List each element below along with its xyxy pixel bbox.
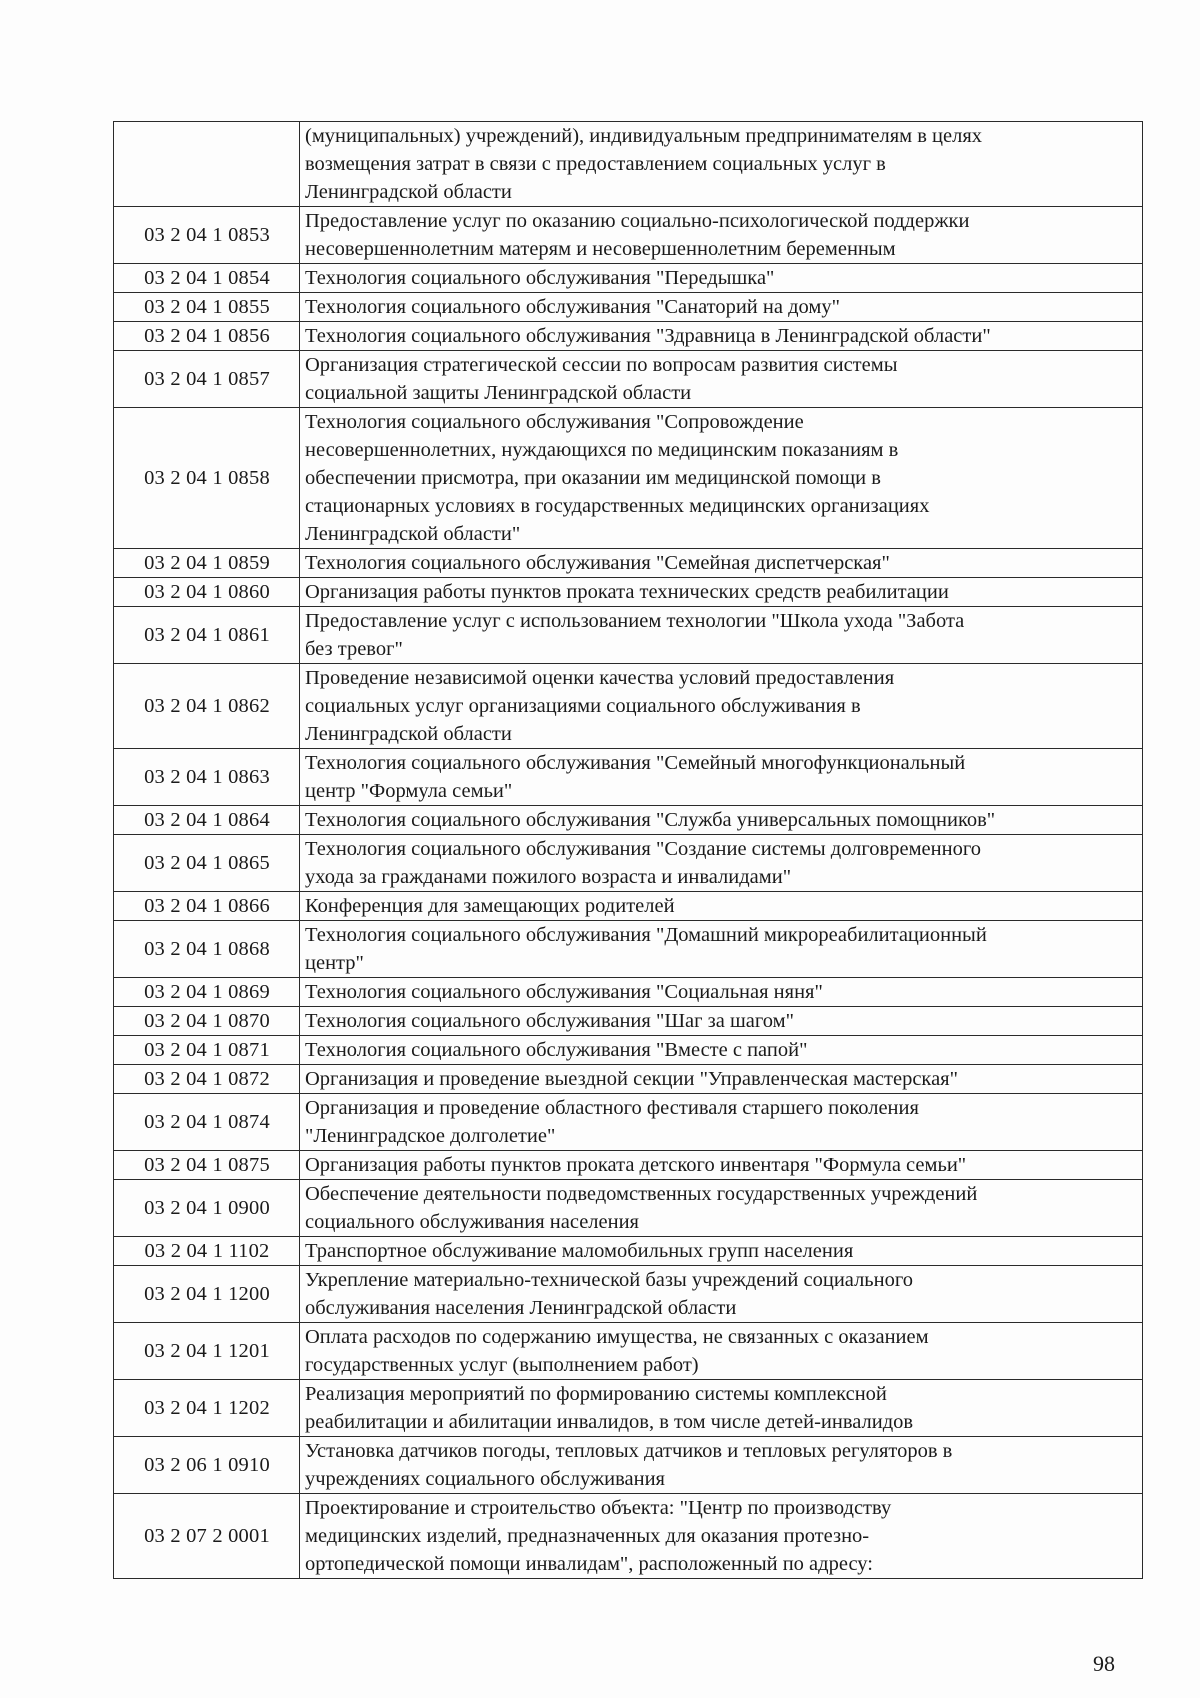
- table-row: [114, 549, 1143, 578]
- row-description: Организация и проведение областного фестиваля старшего поколения "Ленинградское долголетие": [300, 1094, 1143, 1151]
- table-row: [114, 892, 1143, 921]
- row-description: Технология социального обслуживания "Социальная няня": [300, 978, 1143, 1007]
- table-body: [114, 122, 1143, 1579]
- row-description: Организация стратегической сессии по вопросам развития системы социальной защиты Ленинградской области: [300, 351, 1143, 408]
- row-code: 03 2 04 1 1202: [114, 1380, 300, 1437]
- row-code: 03 2 07 2 0001: [114, 1494, 300, 1579]
- row-code: 03 2 04 1 0859: [114, 549, 300, 578]
- row-code: 03 2 04 1 0866: [114, 892, 300, 921]
- row-code: 03 2 04 1 1200: [114, 1266, 300, 1323]
- row-description: Проектирование и строительство объекта: "Центр по производству медицинских изделий, предназначенных для оказания протезно- ортопедической помощи инвалидам", расположенный по адресу:: [300, 1494, 1143, 1579]
- row-description: Технология социального обслуживания "Сопровождение несовершеннолетних, нуждающихся по медицинским показаниям в обеспечении присмотра, при оказании им медицинской помощи в стационарных условиях в государственных медицинских организациях Ленинградской области": [300, 408, 1143, 549]
- row-description: Транспортное обслуживание маломобильных групп населения: [300, 1237, 1143, 1266]
- table-row: [114, 1494, 1143, 1579]
- row-code: 03 2 04 1 0858: [114, 408, 300, 549]
- row-code: 03 2 04 1 0865: [114, 835, 300, 892]
- table-row: [114, 1007, 1143, 1036]
- row-description: Укрепление материально-технической базы учреждений социального обслуживания населения Ленинградской области: [300, 1266, 1143, 1323]
- row-code: 03 2 04 1 0862: [114, 664, 300, 749]
- row-code: 03 2 04 1 0872: [114, 1065, 300, 1094]
- budget-codes-table: [113, 121, 1143, 1579]
- row-code: 03 2 04 1 0900: [114, 1180, 300, 1237]
- row-description: Оплата расходов по содержанию имущества, не связанных с оказанием государственных услуг (выполнением работ): [300, 1323, 1143, 1380]
- table-row: [114, 351, 1143, 408]
- row-description: Технология социального обслуживания "Семейная диспетчерская": [300, 549, 1143, 578]
- table-row: [114, 408, 1143, 549]
- row-description: Технология социального обслуживания "Санаторий на дому": [300, 293, 1143, 322]
- table-row: [114, 578, 1143, 607]
- table-row: [114, 264, 1143, 293]
- row-description: Обеспечение деятельности подведомственных государственных учреждений социального обслуживания населения: [300, 1180, 1143, 1237]
- table-row: [114, 1380, 1143, 1437]
- row-description: Технология социального обслуживания "Служба универсальных помощников": [300, 806, 1143, 835]
- row-code: 03 2 04 1 0875: [114, 1151, 300, 1180]
- table-row: [114, 749, 1143, 806]
- row-description: Конференция для замещающих родителей: [300, 892, 1143, 921]
- row-description: Технология социального обслуживания "Создание системы долговременного ухода за гражданами пожилого возраста и инвалидами": [300, 835, 1143, 892]
- row-code: 03 2 06 1 0910: [114, 1437, 300, 1494]
- row-description: Организация и проведение выездной секции "Управленческая мастерская": [300, 1065, 1143, 1094]
- row-code: 03 2 04 1 0868: [114, 921, 300, 978]
- row-description: Предоставление услуг с использованием технологии "Школа ухода "Забота без тревог": [300, 607, 1143, 664]
- table-row: [114, 293, 1143, 322]
- row-description: Организация работы пунктов проката детского инвентаря "Формула семьи": [300, 1151, 1143, 1180]
- row-description: Проведение независимой оценки качества условий предоставления социальных услуг организациями социального обслуживания в Ленинградской области: [300, 664, 1143, 749]
- row-description: Технология социального обслуживания "Семейный многофункциональный центр "Формула семьи": [300, 749, 1143, 806]
- row-code: 03 2 04 1 0855: [114, 293, 300, 322]
- row-code: 03 2 04 1 1201: [114, 1323, 300, 1380]
- table-row: [114, 1151, 1143, 1180]
- table-row: [114, 978, 1143, 1007]
- row-description: Технология социального обслуживания "Шаг за шагом": [300, 1007, 1143, 1036]
- row-description: Организация работы пунктов проката технических средств реабилитации: [300, 578, 1143, 607]
- row-description: Технология социального обслуживания "Домашний микрореабилитационный центр": [300, 921, 1143, 978]
- row-code: 03 2 04 1 0860: [114, 578, 300, 607]
- row-description: (муниципальных) учреждений), индивидуальным предпринимателям в целях возмещения затрат в связи с предоставлением социальных услуг в Ленинградской области: [300, 122, 1143, 207]
- row-code: 03 2 04 1 0874: [114, 1094, 300, 1151]
- table-row: [114, 1094, 1143, 1151]
- row-code: 03 2 04 1 0870: [114, 1007, 300, 1036]
- row-code: 03 2 04 1 0861: [114, 607, 300, 664]
- row-code: 03 2 04 1 0863: [114, 749, 300, 806]
- table-row: [114, 1266, 1143, 1323]
- row-code: 03 2 04 1 0864: [114, 806, 300, 835]
- row-code: 03 2 04 1 0856: [114, 322, 300, 351]
- table-row: [114, 664, 1143, 749]
- row-description: Технология социального обслуживания "Вместе с папой": [300, 1036, 1143, 1065]
- row-code: 03 2 04 1 0853: [114, 207, 300, 264]
- row-description: Технология социального обслуживания "Передышка": [300, 264, 1143, 293]
- row-code: 03 2 04 1 0869: [114, 978, 300, 1007]
- row-code: 03 2 04 1 0854: [114, 264, 300, 293]
- row-code: [114, 122, 300, 207]
- row-description: Предоставление услуг по оказанию социально-психологической поддержки несовершеннолетним матерям и несовершеннолетним беременным: [300, 207, 1143, 264]
- table-row: [114, 806, 1143, 835]
- row-code: 03 2 04 1 1102: [114, 1237, 300, 1266]
- table-row: [114, 1036, 1143, 1065]
- table-row: [114, 122, 1143, 207]
- row-description: Установка датчиков погоды, тепловых датчиков и тепловых регуляторов в учреждениях социального обслуживания: [300, 1437, 1143, 1494]
- table-row: [114, 1237, 1143, 1266]
- row-code: 03 2 04 1 0871: [114, 1036, 300, 1065]
- table-row: [114, 835, 1143, 892]
- page-number: 98: [1093, 1651, 1115, 1676]
- table-row: [114, 1323, 1143, 1380]
- row-code: 03 2 04 1 0857: [114, 351, 300, 408]
- table-row: [114, 1065, 1143, 1094]
- table-row: [114, 207, 1143, 264]
- row-description: Реализация мероприятий по формированию системы комплексной реабилитации и абилитации инвалидов, в том числе детей-инвалидов: [300, 1380, 1143, 1437]
- table-row: [114, 1180, 1143, 1237]
- table-row: [114, 1437, 1143, 1494]
- table-row: [114, 607, 1143, 664]
- table-row: [114, 322, 1143, 351]
- row-description: Технология социального обслуживания "Здравница в Ленинградской области": [300, 322, 1143, 351]
- table-row: [114, 921, 1143, 978]
